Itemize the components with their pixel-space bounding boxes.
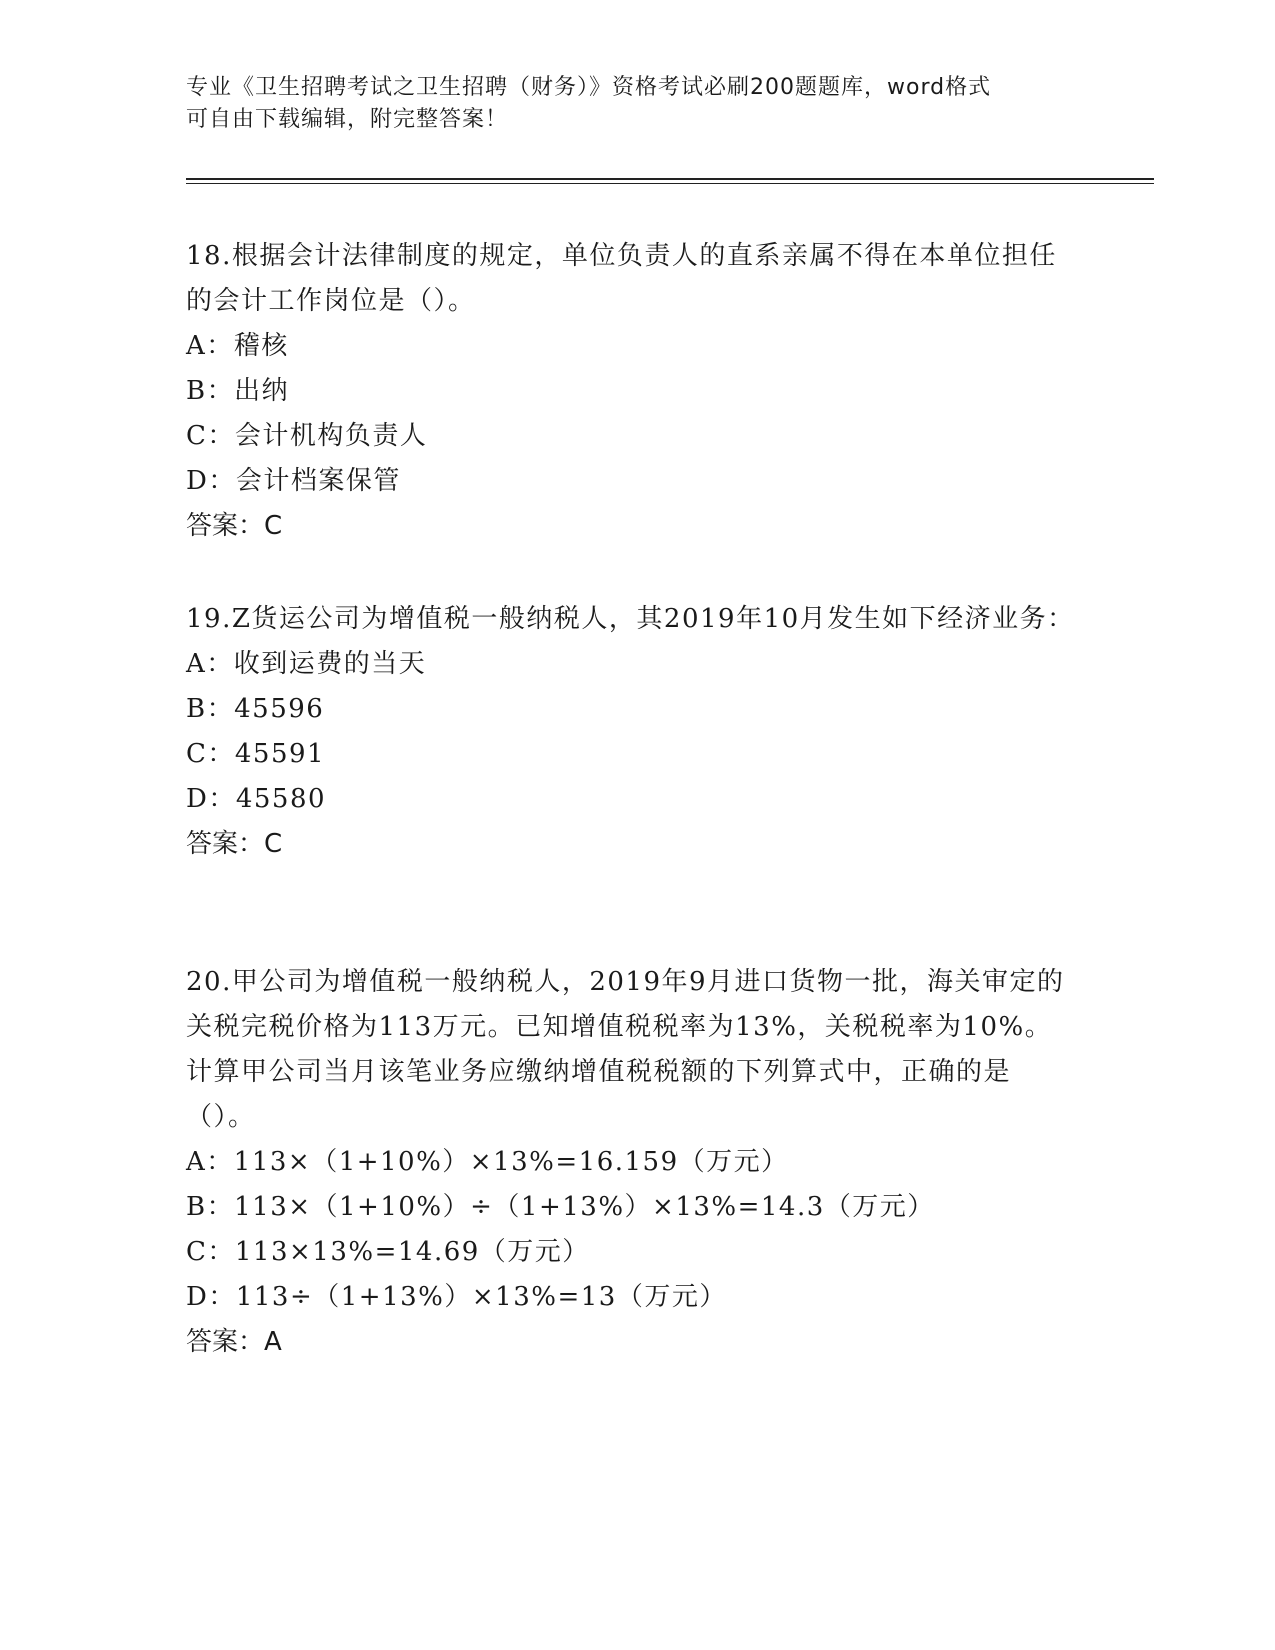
answer: 答案：C <box>186 511 283 541</box>
option-d: D：113÷（1+13%）×13%=13（万元） <box>186 1282 727 1312</box>
question-18 <box>186 234 1076 549</box>
option-a: A：稽核 <box>186 331 289 361</box>
question-stem: 19.Z货运公司为增值税一般纳税人，其2019年10月发生如下经济业务： <box>186 604 1075 634</box>
option-c: C：113×13%=14.69（万元） <box>186 1237 590 1267</box>
question-stem: 20.甲公司为增值税一般纳税人，2019年9月进口货物一批，海关审定的关税完税价格为113万元。已知增值税税率为13%，关税税率为10%。计算甲公司当月该笔业务应缴纳增值税税额的下列算式中，正确的是（）。 <box>186 967 1065 1132</box>
question-19 <box>186 597 1076 867</box>
option-b: B：出纳 <box>186 376 290 406</box>
option-c: C：会计机构负责人 <box>186 421 428 451</box>
question-stem: 18.根据会计法律制度的规定，单位负责人的直系亲属不得在本单位担任的会计工作岗位是（）。 <box>186 241 1057 316</box>
answer: 答案：C <box>186 829 283 859</box>
option-a: A：收到运费的当天 <box>186 649 427 679</box>
answer: 答案：A <box>186 1327 282 1357</box>
document-header <box>186 72 1066 136</box>
option-b: B：45596 <box>186 694 325 724</box>
option-b: B：113×（1+10%）÷（1+13%）×13%=14.3（万元） <box>186 1192 935 1222</box>
option-c: C：45591 <box>186 739 326 769</box>
header-title-line-2: 可自由下载编辑，附完整答案！ <box>186 107 509 132</box>
option-a: A：113×（1+10%）×13%=16.159（万元） <box>186 1147 789 1177</box>
header-title-line-1: 专业《卫生招聘考试之卫生招聘（财务）》资格考试必刷200题题库，word格式 <box>186 75 992 100</box>
header-divider <box>186 178 1154 184</box>
option-d: D：会计档案保管 <box>186 466 401 496</box>
question-20 <box>186 960 1076 1365</box>
option-d: D：45580 <box>186 784 327 814</box>
